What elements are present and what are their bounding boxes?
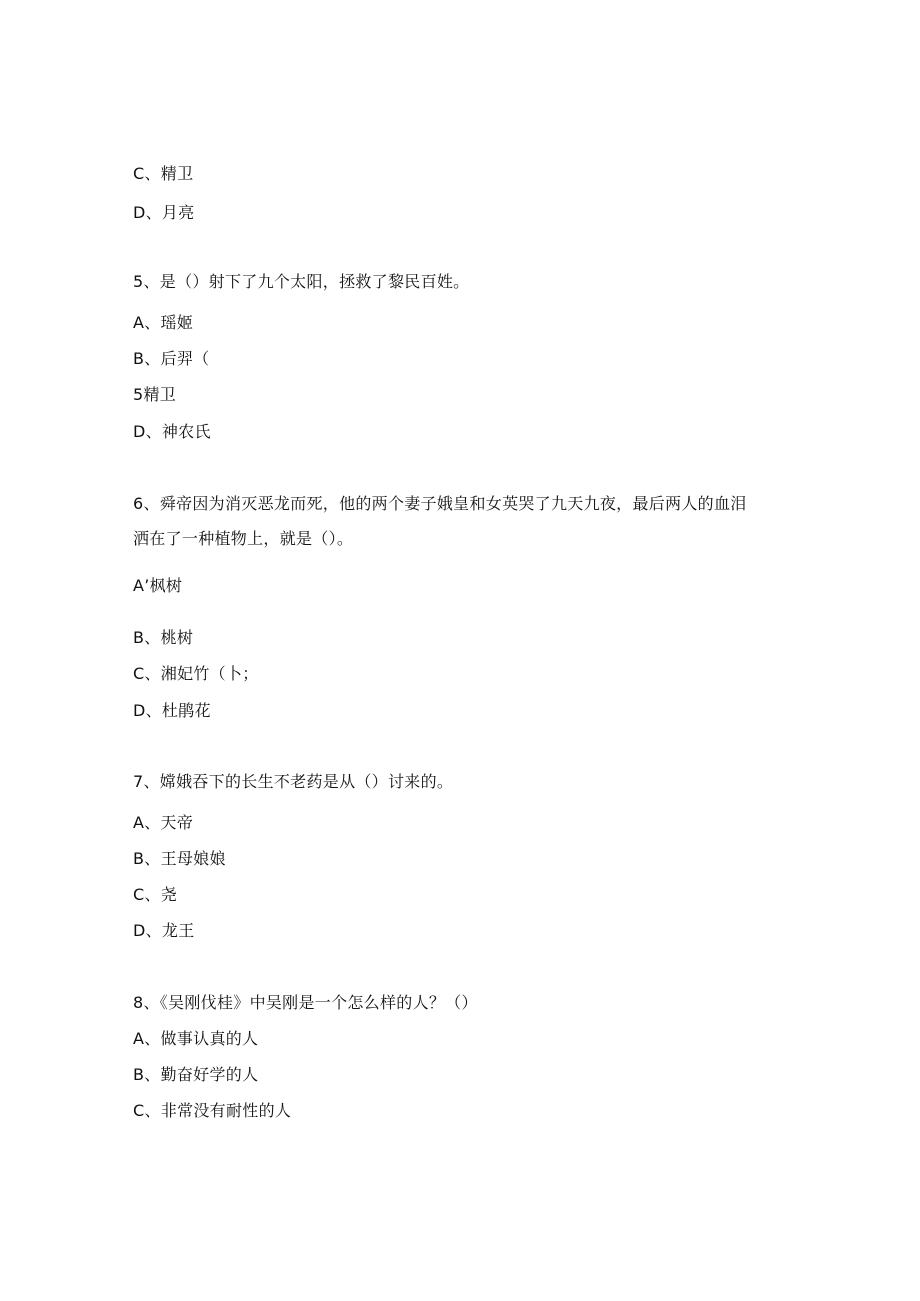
q5-option-a: A、瑶姬 [133, 313, 194, 332]
q7-option-b: B、王母娘娘 [133, 849, 226, 868]
q7-stem: 7、嫦娥吞下的长生不老药是从（）讨来的。 [133, 772, 454, 791]
q5-stem: 5、是（）射下了九个太阳，拯救了黎民百姓。 [133, 272, 470, 291]
q8-option-a: A、做事认真的人 [133, 1029, 259, 1048]
q6-stem-line1: 6、舜帝因为消灭恶龙而死，他的两个妻子娥皇和女英哭了九天九夜，最后两人的血泪 [133, 494, 747, 513]
q8-stem: 8、《吴刚伐桂》中吴刚是一个怎么样的人？（） [133, 993, 478, 1012]
q7-option-a: A、天帝 [133, 813, 194, 832]
q4-option-d: D、月亮 [133, 203, 195, 222]
q5-option-c: 5精卫 [133, 385, 177, 404]
q6-stem-line2: 洒在了一种植物上，就是（）。 [133, 529, 354, 548]
q6-option-a: A’枫树 [133, 576, 183, 595]
q6-option-c: C、湘妃竹（卜； [133, 664, 259, 683]
q4-option-c: C、精卫 [133, 164, 194, 183]
q8-option-b: B、勤奋好学的人 [133, 1065, 259, 1084]
q7-option-c: C、尧 [133, 885, 178, 904]
q8-option-c: C、非常没有耐性的人 [133, 1101, 292, 1120]
q5-option-b: B、后羿（ [133, 349, 210, 368]
q7-option-d: D、龙王 [133, 921, 195, 940]
q6-option-d: D、杜鹃花 [133, 701, 211, 720]
q5-option-d: D、神农氏 [133, 422, 211, 441]
q6-option-b: B、桃树 [133, 628, 194, 647]
